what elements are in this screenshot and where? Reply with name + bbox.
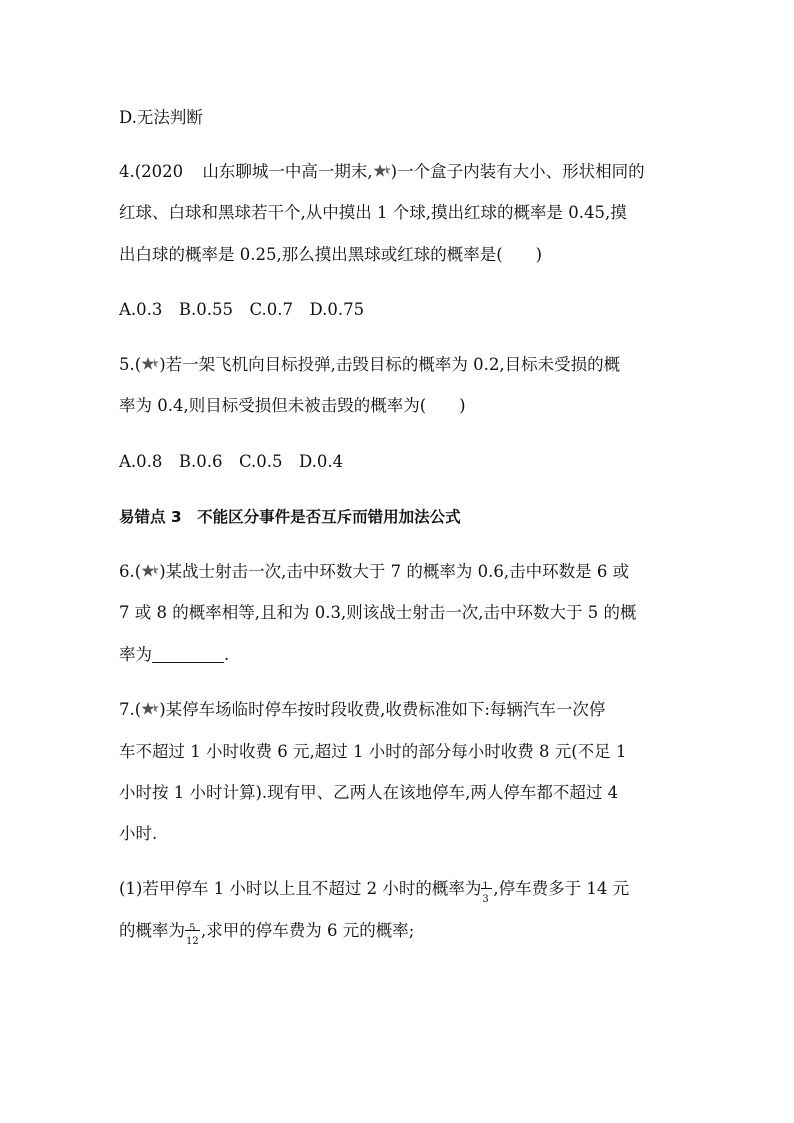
q4-text: )一个盒子内装有大小、形状相同的: [390, 162, 645, 181]
answer-blank[interactable]: [152, 644, 224, 663]
q7-sub1-text-d: ,求甲的停车费为 6 元的概率;: [201, 921, 415, 940]
q6-line-1: [119, 560, 629, 584]
q4-number: 4.(2020: [119, 162, 184, 181]
q4-source: 山东聊城一中高一期末,: [202, 162, 373, 181]
q6-text: )某战士射击一次,击中环数大于 7 的概率为 0.6,击中环数是 6 或: [159, 562, 630, 581]
q5-text: )若一架飞机向目标投弹,击毁目标的概率为 0.2,目标未受损的概: [159, 355, 621, 374]
q7-line-1: [119, 698, 605, 722]
difficulty-star-icon: [141, 702, 159, 716]
q7-sub1-line-1: [119, 877, 630, 905]
fraction-denominator: 12: [186, 936, 199, 947]
q4-line-3: 出白球的概率是 0.25,那么摸出黑球或红球的概率是( ): [119, 245, 543, 264]
q6-text-end: 率为: [119, 645, 152, 664]
q7-line-3: 小时按 1 小时计算).现有甲、乙两人在该地停车,两人停车都不超过 4: [119, 783, 619, 802]
q7-line-2: 车不超过 1 小时收费 6 元,超过 1 小时的部分每小时收费 8 元(不足 1: [119, 742, 627, 761]
difficulty-star-icon: [141, 564, 159, 578]
q7-text: )某停车场临时停车按时段收费,收费标准如下:每辆汽车一次停: [159, 700, 606, 719]
q7-sub1-line-2: [119, 919, 415, 947]
difficulty-star-icon: [373, 164, 391, 178]
q5-line-1: [119, 353, 620, 377]
q7-sub1-text-c: 的概率为: [119, 921, 185, 940]
q6-period: .: [224, 645, 230, 664]
q6-line-3: [119, 643, 229, 667]
q7-number: 7.(: [119, 700, 142, 719]
q6-line-2: 7 或 8 的概率相等,且和为 0.3,则该战士射击一次,击中环数大于 5 的概: [119, 603, 637, 622]
fraction-five-twelfths: [185, 919, 201, 947]
q4-line-2: 红球、白球和黑球若干个,从中摸出 1 个球,摸出红球的概率是 0.45,摸: [119, 203, 627, 222]
section-heading: 易错点 3 不能区分事件是否互斥而错用加法公式: [119, 508, 461, 526]
q6-number: 6.(: [119, 562, 142, 581]
q5-number: 5.(: [119, 355, 142, 374]
fraction-denominator: 3: [482, 894, 489, 905]
q5-line-2: 率为 0.4,则目标受损但未被击毁的概率为( ): [119, 396, 466, 415]
fraction-numerator: 1: [482, 881, 489, 892]
q5-options: A.0.8 B.0.6 C.0.5 D.0.4: [119, 452, 344, 471]
difficulty-star-icon: [141, 357, 159, 371]
q7-sub1-text: (1)若甲停车 1 小时以上且不超过 2 小时的概率为: [119, 879, 482, 898]
q4-options: A.0.3 B.0.55 C.0.7 D.0.75: [119, 300, 365, 319]
q7-sub1-text-b: ,停车费多于 14 元: [493, 879, 630, 898]
q4-line-1: [119, 160, 645, 184]
q3-option-d: D.无法判断: [119, 108, 203, 127]
fraction-one-third: [481, 877, 493, 905]
q7-line-4: 小时.: [119, 824, 158, 843]
fraction-numerator: 5: [189, 923, 196, 934]
